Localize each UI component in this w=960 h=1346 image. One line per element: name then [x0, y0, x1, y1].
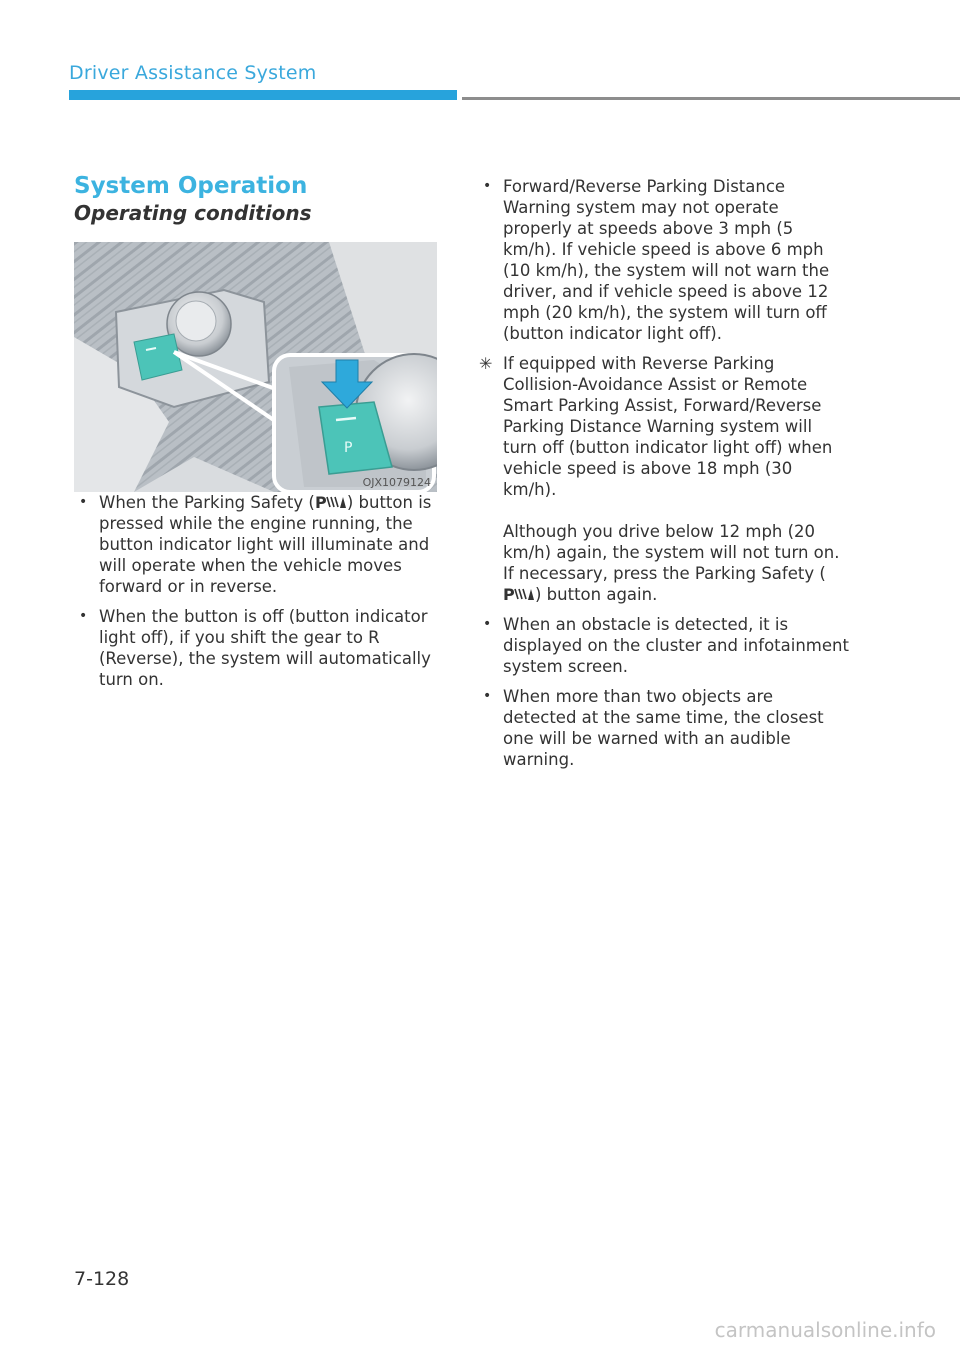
console-illustration — [74, 242, 437, 492]
header-bar-rule — [462, 97, 960, 100]
bullet-mark: • — [79, 494, 88, 510]
subsection-title: Operating conditions — [74, 201, 312, 225]
header-bar-accent — [69, 90, 457, 100]
page-number: 7-128 — [74, 1268, 130, 1290]
note-star-icon: ✳ — [479, 354, 493, 373]
right-column — [478, 176, 850, 779]
bullet-mark: • — [483, 178, 492, 194]
bullet-text-cont: ) button is pressed while the engine running, the button indicator light will illuminate and will operate when the vehicle moves forward or in reverse. — [99, 493, 432, 596]
bullet-text: When an obstacle is detected, it is displayed on the cluster and infotainment system screen. — [503, 615, 849, 676]
list-item — [74, 492, 439, 597]
svg-text:P: P — [503, 585, 515, 602]
bullet-text: When the button is off (button indicator light off), if you shift the gear to R (Reverse), the system will automatically turn on. — [99, 607, 431, 689]
note-item — [478, 353, 850, 605]
note-extra-text-cont: ) button again. — [535, 585, 658, 604]
note-extra — [503, 521, 850, 605]
svg-text:P: P — [314, 493, 327, 510]
bullet-text: When the Parking Safety ( — [99, 493, 315, 512]
bullet-mark: • — [483, 688, 492, 704]
bullet-mark: • — [483, 616, 492, 632]
console-drawing — [74, 242, 437, 492]
list-item — [74, 606, 439, 690]
bullet-text: Forward/Reverse Parking Distance Warning system may not operate properly at speeds above 3 mph (5 km/h). If vehicle speed is above 6 mph (10 km/h), the system will not warn the driver, and if vehicle speed is above 12 mph (20 km/h), the system will turn off (button indicator light off). — [503, 177, 830, 343]
left-bullet-list — [74, 492, 439, 690]
watermark: carmanualsonline.info — [714, 1318, 936, 1342]
svg-text:P: P — [344, 440, 353, 456]
note-extra-text: Although you drive below 12 mph (20 km/h) again, the system will not turn on. If necessary, press the Parking Safety ( — [503, 522, 840, 583]
section-title: System Operation — [74, 173, 308, 199]
list-item — [478, 686, 850, 770]
list-item — [478, 614, 850, 677]
parking-safety-icon — [315, 493, 347, 510]
figure-code: OJX1079124 — [362, 476, 431, 489]
parking-safety-icon — [503, 585, 535, 602]
bullet-mark: • — [79, 608, 88, 624]
bullet-text: When more than two objects are detected at the same time, the closest one will be warned with an audible warning. — [503, 687, 824, 769]
left-column — [74, 172, 439, 699]
right-bullet-list — [478, 176, 850, 770]
header-title: Driver Assistance System — [69, 62, 317, 84]
list-item — [478, 176, 850, 344]
note-text: If equipped with Reverse Parking Collision-Avoidance Assist or Remote Smart Parking Assist, Forward/Reverse Parking Distance Warning system will turn off (button indicator light off) when vehicle speed is above 18 mph (30 km/h). — [503, 354, 833, 499]
